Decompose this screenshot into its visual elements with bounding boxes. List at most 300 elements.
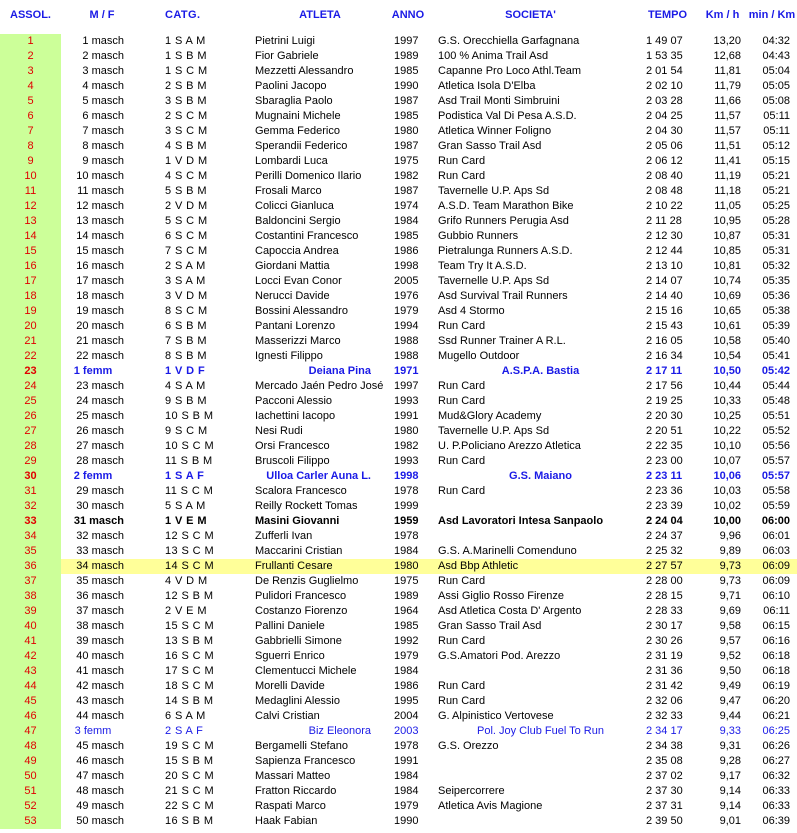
time-cell: 2 20 30 — [646, 410, 683, 422]
speed-cell: 9,47 — [719, 695, 741, 707]
position-cell: 49 — [0, 754, 61, 769]
society-cell: Tavernelle U.P. Aps Sd — [438, 185, 550, 197]
society-cell: Tavernelle U.P. Aps Sd — [438, 425, 550, 437]
athlete-cell: Nesi Rudi — [255, 425, 303, 437]
time-cell: 2 28 15 — [646, 590, 683, 602]
society-cell: G.S. Orezzo — [438, 740, 499, 752]
category-cell: 4 V D M — [165, 575, 208, 587]
table-row — [0, 544, 797, 559]
birth-year-cell: 1982 — [394, 170, 419, 182]
category-cell: 15 S B M — [165, 755, 214, 767]
pace-cell: 05:56 — [762, 440, 790, 452]
table-row — [0, 799, 797, 814]
gender-rank-cell: 6 masch — [82, 110, 124, 122]
speed-cell: 11,18 — [714, 185, 741, 197]
society-cell: Pietralunga Runners A.S.D. — [438, 245, 573, 257]
gender-rank-cell: 16 masch — [76, 260, 124, 272]
category-cell: 8 S B M — [165, 350, 207, 362]
athlete-cell: Colicci Gianluca — [255, 200, 334, 212]
table-row — [0, 484, 797, 499]
table-row — [0, 319, 797, 334]
time-cell: 2 16 34 — [646, 350, 683, 362]
position-cell: 33 — [0, 514, 61, 529]
table-row — [0, 349, 797, 364]
society-cell: Atletica Avis Magione — [438, 800, 543, 812]
header-kmh: Km / h — [705, 9, 740, 21]
speed-cell: 10,10 — [713, 440, 741, 452]
society-cell: Run Card — [438, 455, 486, 467]
athlete-cell: Mercado Jaén Pedro José — [255, 380, 384, 392]
table-row — [0, 154, 797, 169]
category-cell: 3 S C M — [165, 125, 208, 137]
speed-cell: 10,74 — [713, 275, 741, 287]
speed-cell: 11,05 — [714, 200, 741, 212]
time-cell: 2 05 06 — [646, 140, 683, 152]
birth-year-cell: 1991 — [394, 755, 419, 767]
society-cell: Capanne Pro Loco Athl.Team — [438, 65, 582, 77]
athlete-cell: Pietrini Luigi — [255, 35, 315, 47]
table-row — [0, 649, 797, 664]
birth-year-cell: 1974 — [394, 200, 419, 212]
society-cell: G.S. A.Marinelli Comenduno — [438, 545, 577, 557]
society-cell: Run Card — [438, 380, 486, 392]
table-row — [0, 289, 797, 304]
pace-cell: 05:21 — [762, 185, 790, 197]
athlete-cell: Masserizzi Marco — [255, 335, 341, 347]
table-row — [0, 664, 797, 679]
time-cell: 2 23 36 — [646, 485, 683, 497]
time-cell: 2 27 57 — [646, 560, 683, 572]
category-cell: 6 S C M — [165, 230, 208, 242]
speed-cell: 13,20 — [713, 35, 741, 47]
birth-year-cell: 1987 — [394, 185, 419, 197]
birth-year-cell: 1991 — [394, 410, 419, 422]
athlete-cell: Pacconi Alessio — [255, 395, 333, 407]
time-cell: 2 04 25 — [646, 110, 683, 122]
birth-year-cell: 1993 — [394, 455, 419, 467]
society-cell: Ssd Runner Trainer A R.L. — [438, 335, 566, 347]
header-year: ANNO — [391, 9, 425, 21]
athlete-cell: Zufferli Ivan — [255, 530, 313, 542]
category-cell: 8 S C M — [165, 305, 208, 317]
society-cell: Tavernelle U.P. Aps Sd — [438, 275, 550, 287]
speed-cell: 10,54 — [713, 350, 741, 362]
table-row — [0, 334, 797, 349]
position-cell: 22 — [0, 349, 61, 364]
birth-year-cell: 1987 — [394, 95, 419, 107]
athlete-cell: Orsi Francesco — [255, 440, 330, 452]
athlete-cell: Nerucci Davide — [255, 290, 330, 302]
position-cell: 53 — [0, 814, 61, 829]
position-cell: 24 — [0, 379, 61, 394]
speed-cell: 9,52 — [719, 650, 741, 662]
position-cell: 39 — [0, 604, 61, 619]
speed-cell: 11,79 — [714, 80, 741, 92]
position-cell: 47 — [0, 724, 61, 739]
society-cell: Run Card — [438, 320, 486, 332]
society-cell: Run Card — [438, 155, 486, 167]
athlete-cell: Medaglini Alessio — [255, 695, 340, 707]
society-cell: Run Card — [438, 395, 486, 407]
position-cell: 27 — [0, 424, 61, 439]
category-cell: 18 S C M — [165, 680, 215, 692]
pace-cell: 05:21 — [762, 170, 790, 182]
pace-cell: 06:03 — [762, 545, 790, 557]
athlete-cell: Capoccia Andrea — [255, 245, 339, 257]
position-cell: 38 — [0, 589, 61, 604]
category-cell: 14 S B M — [165, 695, 214, 707]
table-row — [0, 49, 797, 64]
society-cell: Atletica Winner Foligno — [438, 125, 552, 137]
speed-cell: 9,71 — [719, 590, 741, 602]
table-row — [0, 499, 797, 514]
birth-year-cell: 1979 — [394, 650, 419, 662]
pace-cell: 05:38 — [762, 305, 790, 317]
table-row — [0, 34, 797, 49]
athlete-cell: Bergamelli Stefano — [255, 740, 348, 752]
speed-cell: 10,02 — [713, 500, 741, 512]
table-row — [0, 769, 797, 784]
time-cell: 2 28 33 — [646, 605, 683, 617]
athlete-cell: Ulloa Carler Auna L. — [266, 470, 371, 482]
time-cell: 1 53 35 — [646, 50, 683, 62]
position-cell: 50 — [0, 769, 61, 784]
society-cell: Podistica Val Di Pesa A.S.D. — [438, 110, 577, 122]
birth-year-cell: 1971 — [394, 365, 419, 377]
table-row — [0, 304, 797, 319]
gender-rank-cell: 22 masch — [76, 350, 124, 362]
table-row — [0, 814, 797, 829]
time-cell: 2 23 11 — [646, 470, 683, 482]
birth-year-cell: 1975 — [394, 575, 419, 587]
athlete-cell: Gabbrielli Simone — [255, 635, 342, 647]
position-cell: 41 — [0, 634, 61, 649]
gender-rank-cell: 23 masch — [76, 380, 124, 392]
gender-rank-cell: 1 masch — [82, 35, 124, 47]
athlete-cell: Pantani Lorenzo — [255, 320, 336, 332]
pace-cell: 06:25 — [762, 725, 790, 737]
pace-cell: 05:08 — [762, 95, 790, 107]
gender-rank-cell: 42 masch — [76, 680, 124, 692]
table-row — [0, 559, 797, 574]
athlete-cell: Gemma Federico — [255, 125, 340, 137]
athlete-cell: Deiana Pina — [308, 365, 371, 377]
pace-cell: 06:21 — [762, 710, 790, 722]
gender-rank-cell: 18 masch — [76, 290, 124, 302]
society-cell: Run Card — [438, 695, 486, 707]
birth-year-cell: 1985 — [394, 230, 419, 242]
athlete-cell: Locci Evan Conor — [255, 275, 342, 287]
table-row — [0, 529, 797, 544]
time-cell: 2 15 43 — [646, 320, 683, 332]
category-cell: 4 S A M — [165, 380, 206, 392]
time-cell: 2 37 02 — [646, 770, 683, 782]
athlete-cell: Bruscoli Filippo — [255, 455, 330, 467]
society-cell: Mud&Glory Academy — [438, 410, 542, 422]
birth-year-cell: 1998 — [394, 260, 419, 272]
time-cell: 2 28 00 — [646, 575, 683, 587]
table-row — [0, 454, 797, 469]
pace-cell: 06:00 — [761, 515, 790, 527]
athlete-cell: Iachettini Iacopo — [255, 410, 336, 422]
gender-rank-cell: 45 masch — [76, 740, 124, 752]
pace-cell: 05:42 — [761, 365, 790, 377]
position-cell: 20 — [0, 319, 61, 334]
speed-cell: 10,95 — [713, 215, 741, 227]
table-row — [0, 754, 797, 769]
speed-cell: 9,89 — [719, 545, 741, 557]
pace-cell: 04:43 — [762, 50, 790, 62]
table-row — [0, 124, 797, 139]
time-cell: 2 04 30 — [646, 125, 683, 137]
header-gender: M / F — [89, 9, 115, 21]
category-cell: 20 S C M — [165, 770, 215, 782]
birth-year-cell: 1980 — [394, 425, 419, 437]
athlete-cell: Paolini Jacopo — [255, 80, 327, 92]
time-cell: 2 23 39 — [646, 500, 683, 512]
table-row — [0, 244, 797, 259]
time-cell: 2 24 37 — [646, 530, 683, 542]
gender-rank-cell: 46 masch — [76, 755, 124, 767]
pace-cell: 05:51 — [762, 410, 790, 422]
gender-rank-cell: 9 masch — [82, 155, 124, 167]
pace-cell: 06:09 — [762, 575, 790, 587]
birth-year-cell: 1978 — [394, 530, 419, 542]
pace-cell: 06:09 — [762, 560, 790, 572]
table-row — [0, 634, 797, 649]
birth-year-cell: 2004 — [394, 710, 419, 722]
birth-year-cell: 1988 — [394, 335, 419, 347]
speed-cell: 10,58 — [713, 335, 741, 347]
society-cell: Mugello Outdoor — [438, 350, 520, 362]
position-cell: 46 — [0, 709, 61, 724]
birth-year-cell: 1979 — [394, 800, 419, 812]
athlete-cell: Ignesti Filippo — [255, 350, 323, 362]
category-cell: 2 S A M — [165, 260, 206, 272]
athlete-cell: Pulidori Francesco — [255, 590, 347, 602]
birth-year-cell: 1986 — [394, 680, 419, 692]
category-cell: 9 S B M — [165, 395, 207, 407]
speed-cell: 10,81 — [713, 260, 741, 272]
category-cell: 15 S C M — [165, 620, 215, 632]
category-cell: 5 S B M — [165, 185, 207, 197]
time-cell: 2 39 50 — [646, 815, 683, 827]
position-cell: 34 — [0, 529, 61, 544]
position-cell: 2 — [0, 49, 61, 64]
birth-year-cell: 1959 — [394, 515, 419, 527]
position-cell: 1 — [0, 34, 61, 49]
table-row — [0, 259, 797, 274]
birth-year-cell: 1998 — [394, 470, 419, 482]
birth-year-cell: 1987 — [394, 140, 419, 152]
birth-year-cell: 1993 — [394, 395, 419, 407]
time-cell: 2 32 06 — [646, 695, 683, 707]
gender-rank-cell: 13 masch — [76, 215, 124, 227]
pace-cell: 06:20 — [762, 695, 790, 707]
speed-cell: 10,07 — [713, 455, 741, 467]
time-cell: 2 17 56 — [646, 380, 683, 392]
results-rows — [0, 34, 797, 829]
birth-year-cell: 1979 — [394, 305, 419, 317]
athlete-cell: Perilli Domenico Ilario — [255, 170, 362, 182]
athlete-cell: Sbaraglia Paolo — [255, 95, 333, 107]
gender-rank-cell: 47 masch — [76, 770, 124, 782]
category-cell: 7 S C M — [165, 245, 208, 257]
birth-year-cell: 1984 — [394, 665, 419, 677]
time-cell: 1 49 07 — [646, 35, 683, 47]
birth-year-cell: 1984 — [394, 545, 419, 557]
category-cell: 9 S C M — [165, 425, 208, 437]
pace-cell: 05:31 — [762, 230, 790, 242]
position-cell: 15 — [0, 244, 61, 259]
athlete-cell: Sapienza Francesco — [255, 755, 356, 767]
category-cell: 1 S A M — [165, 35, 206, 47]
speed-cell: 10,03 — [713, 485, 741, 497]
position-cell: 51 — [0, 784, 61, 799]
table-row — [0, 364, 797, 379]
athlete-cell: Sperandii Federico — [255, 140, 348, 152]
time-cell: 2 17 11 — [646, 365, 683, 377]
birth-year-cell: 1990 — [394, 815, 419, 827]
birth-year-cell: 1980 — [394, 560, 419, 572]
pace-cell: 06:10 — [762, 590, 790, 602]
time-cell: 2 24 04 — [646, 515, 683, 527]
gender-rank-cell: 34 masch — [76, 560, 124, 572]
gender-rank-cell: 38 masch — [76, 620, 124, 632]
category-cell: 19 S C M — [165, 740, 215, 752]
time-cell: 2 30 17 — [646, 620, 683, 632]
gender-rank-cell: 3 femm — [74, 725, 112, 737]
speed-cell: 11,51 — [714, 140, 741, 152]
birth-year-cell: 1976 — [394, 290, 419, 302]
position-cell: 11 — [0, 184, 61, 199]
position-cell: 29 — [0, 454, 61, 469]
pace-cell: 05:11 — [763, 125, 790, 137]
society-cell: Asd Atletica Costa D' Argento — [438, 605, 582, 617]
speed-cell: 10,85 — [713, 245, 741, 257]
category-cell: 5 S A M — [165, 500, 206, 512]
speed-cell: 10,65 — [713, 305, 741, 317]
speed-cell: 12,68 — [713, 50, 741, 62]
birth-year-cell: 1980 — [394, 125, 419, 137]
birth-year-cell: 1984 — [394, 770, 419, 782]
gender-rank-cell: 11 masch — [77, 185, 124, 197]
time-cell: 2 08 48 — [646, 185, 683, 197]
table-row — [0, 214, 797, 229]
category-cell: 3 S A M — [165, 275, 206, 287]
position-cell: 52 — [0, 799, 61, 814]
position-cell: 26 — [0, 409, 61, 424]
gender-rank-cell: 4 masch — [82, 80, 124, 92]
speed-cell: 9,17 — [719, 770, 741, 782]
position-cell: 42 — [0, 649, 61, 664]
position-cell: 32 — [0, 499, 61, 514]
time-cell: 2 30 26 — [646, 635, 683, 647]
birth-year-cell: 1997 — [394, 35, 419, 47]
position-cell: 7 — [0, 124, 61, 139]
speed-cell: 10,22 — [713, 425, 741, 437]
athlete-cell: Baldoncini Sergio — [255, 215, 341, 227]
pace-cell: 05:44 — [762, 380, 790, 392]
athlete-cell: Sguerri Enrico — [255, 650, 325, 662]
position-cell: 13 — [0, 214, 61, 229]
society-cell: Run Card — [438, 635, 486, 647]
time-cell: 2 23 00 — [646, 455, 683, 467]
gender-rank-cell: 50 masch — [76, 815, 124, 827]
pace-cell: 06:18 — [762, 650, 790, 662]
pace-cell: 05:04 — [762, 65, 790, 77]
gender-rank-cell: 5 masch — [82, 95, 124, 107]
table-row — [0, 379, 797, 394]
gender-rank-cell: 3 masch — [82, 65, 124, 77]
position-cell: 4 — [0, 79, 61, 94]
society-cell: Asd Trail Monti Simbruini — [438, 95, 560, 107]
athlete-cell: Giordani Mattia — [255, 260, 330, 272]
category-cell: 3 V D M — [165, 290, 208, 302]
pace-cell: 05:52 — [762, 425, 790, 437]
category-cell: 10 S C M — [165, 440, 215, 452]
table-row — [0, 199, 797, 214]
gender-rank-cell: 21 masch — [76, 335, 124, 347]
category-cell: 1 V D M — [165, 155, 208, 167]
birth-year-cell: 1984 — [394, 785, 419, 797]
category-cell: 7 S B M — [165, 335, 207, 347]
athlete-cell: Massari Matteo — [255, 770, 331, 782]
speed-cell: 9,50 — [719, 665, 741, 677]
pace-cell: 06:33 — [762, 785, 790, 797]
time-cell: 2 06 12 — [646, 155, 683, 167]
society-cell: Gran Sasso Trail Asd — [438, 620, 542, 632]
pace-cell: 05:48 — [762, 395, 790, 407]
birth-year-cell: 1995 — [394, 695, 419, 707]
position-cell: 48 — [0, 739, 61, 754]
position-cell: 12 — [0, 199, 61, 214]
birth-year-cell: 1982 — [394, 440, 419, 452]
athlete-cell: Haak Fabian — [255, 815, 318, 827]
category-cell: 1 S B M — [165, 50, 207, 62]
gender-rank-cell: 36 masch — [76, 590, 124, 602]
athlete-cell: Clementucci Michele — [255, 665, 357, 677]
athlete-cell: Morelli Davide — [255, 680, 325, 692]
birth-year-cell: 1994 — [394, 320, 419, 332]
birth-year-cell: 1978 — [394, 485, 419, 497]
pace-cell: 06:39 — [762, 815, 790, 827]
athlete-cell: Costanzo Fiorenzo — [255, 605, 348, 617]
gender-rank-cell: 12 masch — [76, 200, 124, 212]
category-cell: 4 S B M — [165, 140, 207, 152]
table-row — [0, 94, 797, 109]
athlete-cell: Costantini Francesco — [255, 230, 359, 242]
table-row — [0, 274, 797, 289]
gender-rank-cell: 40 masch — [76, 650, 124, 662]
position-cell: 14 — [0, 229, 61, 244]
table-row — [0, 724, 797, 739]
athlete-cell: Bossini Alessandro — [255, 305, 348, 317]
category-cell: 5 S C M — [165, 215, 208, 227]
society-cell: 100 % Anima Trail Asd — [438, 50, 549, 62]
athlete-cell: Maccarini Cristian — [255, 545, 343, 557]
pace-cell: 05:32 — [762, 260, 790, 272]
position-cell: 44 — [0, 679, 61, 694]
gender-rank-cell: 17 masch — [76, 275, 124, 287]
pace-cell: 05:57 — [761, 470, 790, 482]
category-cell: 1 V E M — [165, 515, 207, 527]
gender-rank-cell: 41 masch — [76, 665, 124, 677]
position-cell: 21 — [0, 334, 61, 349]
table-row — [0, 574, 797, 589]
birth-year-cell: 2005 — [394, 275, 419, 287]
pace-cell: 05:05 — [762, 80, 790, 92]
